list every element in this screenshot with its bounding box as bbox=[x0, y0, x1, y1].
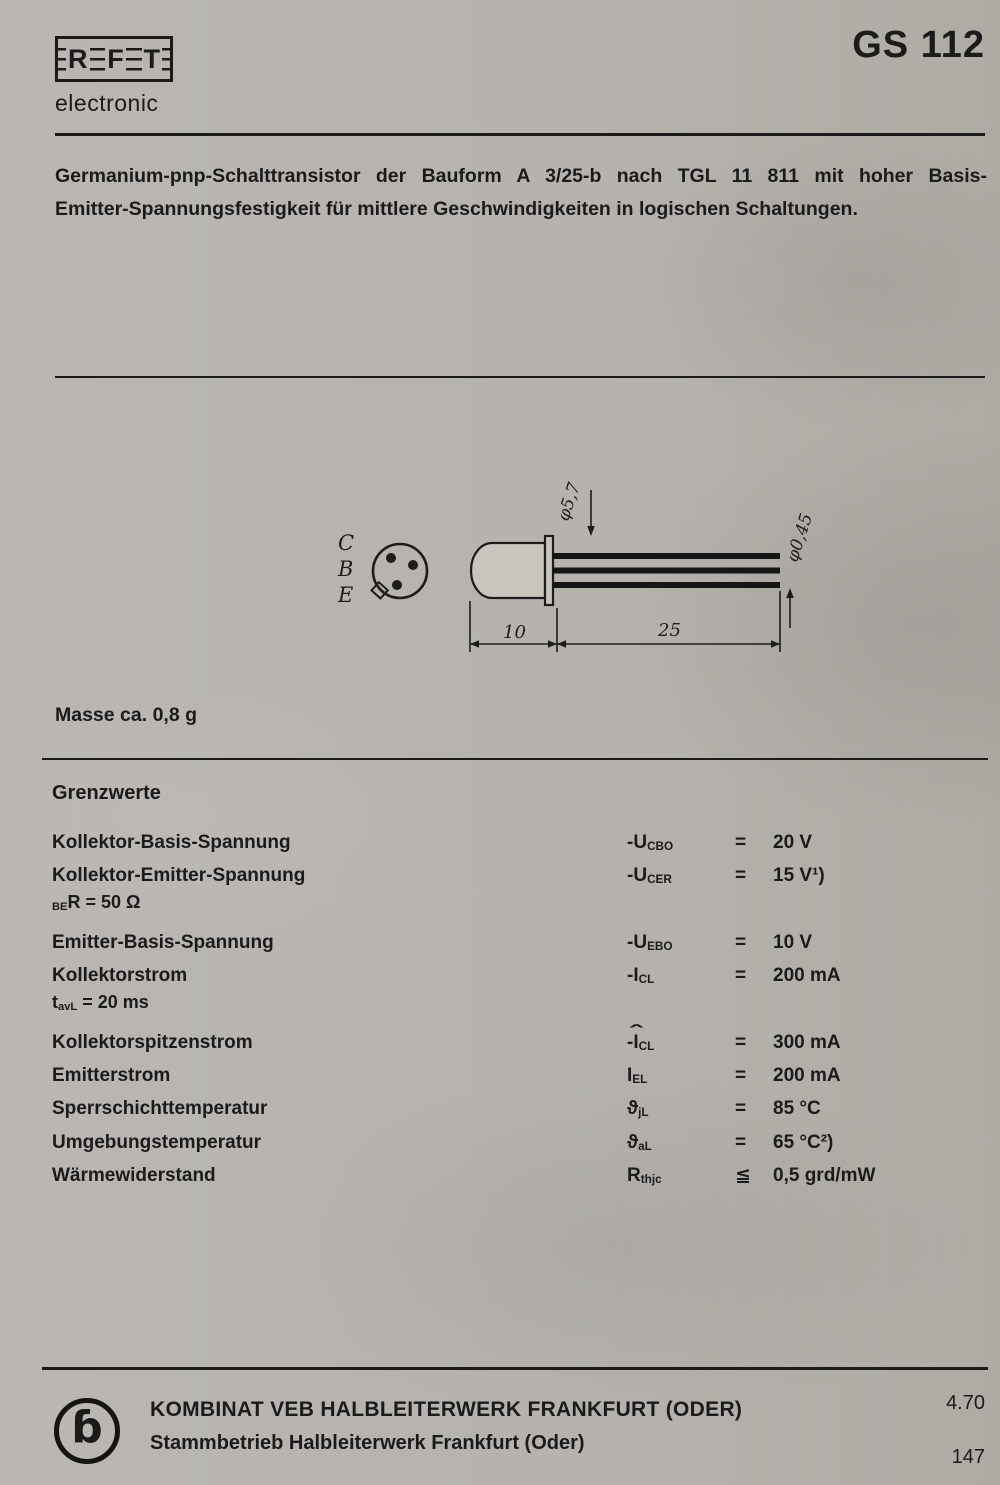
pin-label-e: E bbox=[338, 583, 354, 607]
limit-row bbox=[52, 1061, 985, 1094]
footer-date: 4.70 bbox=[946, 1392, 985, 1414]
limit-value: 200 mA bbox=[773, 965, 841, 987]
limit-relation: = bbox=[735, 1065, 747, 1087]
limit-row bbox=[52, 1094, 985, 1127]
limit-row bbox=[52, 1128, 985, 1161]
limit-relation: = bbox=[735, 865, 747, 887]
pin-label-c: C bbox=[338, 531, 355, 555]
mass-note: Masse ca. 0,8 g bbox=[55, 704, 198, 726]
limit-value: 15 V¹) bbox=[773, 865, 825, 887]
divider bbox=[42, 1367, 988, 1370]
limit-row bbox=[52, 828, 985, 861]
rft-logo-letter: R bbox=[66, 40, 90, 78]
limit-relation: = bbox=[735, 1032, 747, 1054]
dim-body-length: 10 bbox=[503, 622, 526, 643]
limit-label: Emitterstrom bbox=[52, 1065, 171, 1087]
limit-symbol: -ICL bbox=[627, 965, 655, 987]
pin-view bbox=[337, 531, 427, 607]
limit-symbol: -UCBO bbox=[627, 832, 674, 854]
limit-label: Kollektor-Basis-Spannung bbox=[52, 832, 291, 853]
limit-relation: = bbox=[735, 932, 747, 954]
limit-label: Sperrschichttemperatur bbox=[52, 1098, 268, 1120]
side-view bbox=[471, 536, 780, 605]
dim-lead-diameter: φ0,45 bbox=[782, 511, 818, 565]
limit-symbol: -UEBO bbox=[627, 932, 673, 954]
limit-relation: = bbox=[735, 965, 747, 987]
limit-value: 10 V bbox=[773, 932, 813, 954]
limits-heading: Grenzwerte bbox=[52, 782, 161, 804]
pin-label-b: B bbox=[338, 557, 354, 581]
limit-sublabel: tavL = 20 ms bbox=[52, 992, 149, 1014]
footer-branch: Stammbetrieb Halbleiterwerk Frankfurt (Oder) bbox=[150, 1432, 585, 1454]
rft-logo-letter: F bbox=[105, 40, 126, 78]
limit-row bbox=[52, 1161, 985, 1194]
limit-label: Kollektorspitzenstrom bbox=[52, 1032, 253, 1054]
limit-label: Emitter-Basis-Spannung bbox=[52, 932, 274, 954]
footer-logo bbox=[54, 1398, 120, 1464]
limit-symbol: -UCER bbox=[627, 865, 672, 887]
limit-row bbox=[52, 1028, 985, 1061]
flange bbox=[545, 536, 553, 605]
part-number: GS 112 bbox=[852, 24, 985, 66]
limit-relation: = bbox=[735, 832, 747, 853]
limit-value: 20 V bbox=[773, 832, 813, 853]
footer-logo-glyph: ɓ bbox=[71, 1402, 103, 1453]
limit-row bbox=[52, 928, 985, 961]
limit-symbol: ϑaL bbox=[627, 1131, 652, 1153]
limit-relation: = bbox=[735, 1131, 747, 1153]
limit-relation: ≦ bbox=[735, 1164, 751, 1186]
lead bbox=[553, 553, 780, 559]
description bbox=[55, 160, 987, 226]
limit-symbol: -ˆ ICL bbox=[627, 1028, 735, 1061]
rft-logo-letter: T bbox=[142, 40, 163, 78]
limit-symbol: IEL bbox=[627, 1065, 648, 1087]
limit-symbol: Rthjc bbox=[627, 1164, 662, 1186]
pin-dot bbox=[392, 580, 402, 590]
lead bbox=[553, 582, 780, 588]
package-drawing bbox=[300, 468, 860, 668]
page-number: 147 bbox=[951, 1446, 985, 1468]
limit-label: Wärmewiderstand bbox=[52, 1164, 216, 1186]
divider bbox=[42, 758, 988, 760]
limit-value: 300 mA bbox=[773, 1032, 841, 1054]
limit-value: 200 mA bbox=[773, 1065, 841, 1087]
rft-logo bbox=[55, 36, 173, 82]
package-circle bbox=[373, 544, 427, 598]
pin-dot bbox=[386, 553, 396, 563]
limit-symbol: ϑjL bbox=[627, 1098, 649, 1120]
limit-relation: = bbox=[735, 1098, 747, 1120]
transistor-body bbox=[471, 543, 545, 598]
limit-row bbox=[52, 961, 985, 1019]
footer-company: KOMBINAT VEB HALBLEITERWERK FRANKFURT (ODER) bbox=[150, 1398, 743, 1421]
divider bbox=[55, 376, 985, 378]
description-line: Germanium-pnp-Schalttransistor der Bauform A 3/25-b nach TGL 11 811 mit hoher Basis- bbox=[55, 165, 987, 187]
limits-table bbox=[52, 828, 985, 1194]
limit-row bbox=[52, 861, 985, 919]
pin-dot bbox=[408, 560, 418, 570]
limit-label: Kollektorstrom tavL = 20 ms bbox=[52, 961, 627, 1019]
rft-logo-subtext: electronic bbox=[55, 90, 159, 116]
lead bbox=[553, 568, 780, 574]
limit-value: 0,5 grd/mW bbox=[773, 1164, 876, 1186]
divider bbox=[55, 133, 985, 136]
limit-value: 65 °C²) bbox=[773, 1131, 834, 1153]
dim-body-diameter: φ5,7 bbox=[553, 480, 585, 524]
limit-label: Kollektor-Emitter-Spannung BER = 50 Ω bbox=[52, 861, 627, 919]
limit-value: 85 °C bbox=[773, 1098, 821, 1120]
description-line: Emitter-Spannungsfestigkeit für mittlere Geschwindigkeiten in logischen Schaltungen. bbox=[55, 198, 858, 220]
limit-label: Umgebungstemperatur bbox=[52, 1131, 262, 1153]
dim-lead-length: 25 bbox=[658, 620, 681, 641]
limit-sublabel: BER = 50 Ω bbox=[52, 892, 141, 914]
